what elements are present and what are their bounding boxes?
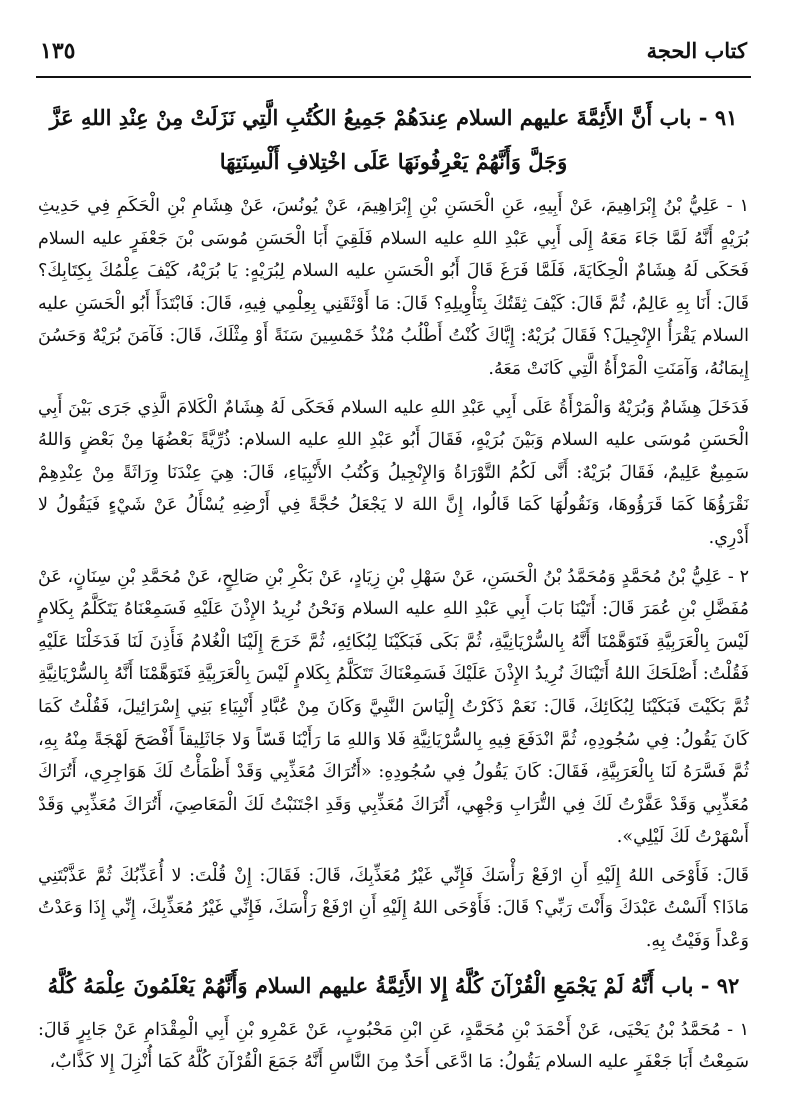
hadith-paragraph: ١ - عَلِيُّ بْنُ إِبْرَاهِيمَ، عَنْ أَبِيهِ، عَنِ الْحَسَنِ بْنِ إِبْرَاهِيمَ، عَنْ يُونُسَ، عَنْ هِشَامِ بْنِ الْحَكَمِ فِي حَدِيثِ بُرَيْهٍ أَنَّهُ لَمَّا جَاءَ مَعَهُ إِلَى أَبِي عَبْدِ اللهِ عليه السلام فَلَقِيَ أَبَا الْحَسَنِ مُوسَى بْنَ جَعْفَرٍ عليه السلام فَحَكَى لَهُ هِشَامٌ الْحِكَايَةَ، فَلَمَّا فَرَغَ قَالَ أَبُو الْحَسَنِ عليه السلام لِبُرَيْهٍ: يَا بُرَيْهُ، كَيْفَ عِلْمُكَ بِكِتَابِكَ؟ قَالَ: أَنَا بِهِ عَالِمٌ، ثُمَّ قَالَ: كَيْفَ ثِقَتُكَ بِتَأْوِيلِهِ؟ قَالَ: مَا أَوْثَقَنِي بِعِلْمِي فِيهِ، قَالَ: فَابْتَدَأَ أَبُو الْحَسَنِ عليه السلام يَقْرَأُ الإِنْجِيلَ؟ فَقَالَ بُرَيْهٌ: إِيَّاكَ كُنْتُ أَطْلُبُ مُنْذُ خَمْسِينَ سَنَةً أَوْ مِثْلَكَ، قَالَ: فَآمَنَ بُرَيْهٌ وَحَسُنَ إِيمَانُهُ، وَآمَنَتِ الْمَرْأَةُ الَّتِي كَانَتْ مَعَهُ.	[38, 196, 749, 379]
hadith-paragraph: ٢ - عَلِيُّ بْنُ مُحَمَّدٍ وَمُحَمَّدُ بْنُ الْحَسَنِ، عَنْ سَهْلِ بْنِ زِيَادٍ، عَنْ بَكْرِ بْنِ صَالِحٍ، عَنْ مُحَمَّدِ بْنِ سِنَانٍ، عَنْ مُفَضَّلِ بْنِ عُمَرَ قَالَ: أَتَيْنَا بَابَ أَبِي عَبْدِ اللهِ عليه السلام وَنَحْنُ نُرِيدُ الإِذْنَ عَلَيْهِ فَسَمِعْنَاهُ يَتَكَلَّمُ بِكَلامٍ لَيْسَ بِالْعَرَبِيَّةِ فَتَوَهَّمْنَا أَنَّهُ بِالسُّرْيَانِيَّةِ، ثُمَّ بَكَى فَبَكَيْنَا لِبُكَائِهِ، ثُمَّ خَرَجَ إِلَيْنَا الْغُلامُ فَأَذِنَ لَنَا فَدَخَلْنَا عَلَيْهِ فَقُلْتُ: أَصْلَحَكَ اللهُ أَتَيْنَاكَ نُرِيدُ الإِذْنَ عَلَيْكَ فَسَمِعْنَاكَ تَتَكَلَّمُ بِكَلامٍ لَيْسَ بِالْعَرَبِيَّةِ فَتَوَهَّمْنَا أَنَّهُ بِالسُّرْيَانِيَّةِ ثُمَّ بَكَيْتَ فَبَكَيْنَا لِبُكَائِكَ، قَالَ: نَعَمْ ذَكَرْتُ إِلْيَاسَ النَّبِيَّ وَكَانَ مِنْ عُبَّادِ أَنْبِيَاءِ بَنِي إِسْرَائِيلَ، فَقُلْتُ كَمَا كَانَ يَقُولُ: فِي سُجُودِهِ، ثُمَّ انْدَفَعَ فِيهِ بِالسُّرْيَانِيَّةِ فَلا وَاللهِ مَا رَأَيْنَا قَسّاً وَلا جَاثَلِيقاً أَفْصَحَ لَهْجَةً مِنْهُ بِهِ، ثُمَّ فَسَّرَهُ لَنَا بِالْعَرَبِيَّةِ، فَقَالَ: كَانَ يَقُولُ فِي سُجُودِهِ: «أَتُرَاكَ مُعَذِّبِي وَقَدْ أَظْمَأْتُ لَكَ هَوَاجِرِي، أَتُرَاكَ مُعَذِّبِي وَقَدْ عَفَّرْتُ لَكَ فِي التُّرَابِ وَجْهِي، أَتُرَاكَ مُعَذِّبِي وَقَدِ اجْتَنَبْتُ لَكَ الْمَعَاصِيَ، أَتُرَاكَ مُعَذِّبِي وَقَدْ أَسْهَرْتُ لَكَ لَيْلِي».	[38, 566, 749, 848]
header-divider	[36, 76, 751, 78]
chapter-heading: ٩١ - باب أَنَّ الأَئِمَّةَ عليهم السلام عِندَهُمْ جَمِيعُ الكُتُبِ الَّتِي نَزَلَتْ مِنْ عِنْدِ اللهِ عَزَّ وَجَلَّ وَأَنَّهُمْ يَعْرِفُونَهَا عَلَى اخْتِلافِ أَلْسِنَتِهَا	[49, 105, 738, 174]
page-header	[40, 36, 747, 76]
page-number: ١٣٥	[40, 38, 76, 64]
hadith-paragraph: فَدَخَلَ هِشَامٌ وَبُرَيْهٌ وَالْمَرْأَةُ عَلَى أَبِي عَبْدِ اللهِ عليه السلام فَحَكَى لَهُ هِشَامٌ الْكَلامَ الَّذِي جَرَى بَيْنَ أَبِي الْحَسَنِ مُوسَى عليه السلام وَبَيْنَ بُرَيْهٍ، فَقَالَ أَبُو عَبْدِ اللهِ عليه السلام: ذُرِّيَّةً بَعْضُهَا مِنْ بَعْضٍ وَاللهُ سَمِيعٌ عَلِيمٌ، فَقَالَ بُرَيْهٌ: أَنَّى لَكُمُ التَّوْرَاةُ وَالإِنْجِيلُ وَكُتُبُ الأَنْبِيَاءِ، قَالَ: هِيَ عِنْدَنَا وِرَاثَةً مِنْ عِنْدِهِمْ نَقْرَؤُهَا كَمَا قَرَؤُوهَا، وَنَقُولُهَا كَمَا قَالُوا، إِنَّ اللهَ لا يَجْعَلُ حُجَّةً فِي أَرْضِهِ يُسْأَلُ عَنْ شَيْءٍ فَيَقُولُ لا أَدْرِي.	[38, 397, 749, 548]
hadith-paragraph: ١ - مُحَمَّدُ بْنُ يَحْيَى، عَنْ أَحْمَدَ بْنِ مُحَمَّدٍ، عَنِ ابْنِ مَحْبُوبٍ، عَنْ عَمْرِو بْنِ أَبِي الْمِقْدَامِ عَنْ جَابِرٍ قَالَ: سَمِعْتُ أَبَا جَعْفَرٍ عليه السلام يَقُولُ: مَا ادَّعَى أَحَدٌ مِنَ النَّاسِ أَنَّهُ جَمَعَ الْقُرْآنَ كُلَّهُ كَمَا أُنْزِلَ إِلا كَذَّابٌ،	[38, 1019, 749, 1073]
chapter-heading: ٩٢ - باب أَنَّهُ لَمْ يَجْمَعِ الْقُرْآنَ كُلَّهُ إِلا الأَئِمَّةُ عليهم السلام وَأَنَّهُمْ يَعْلَمُونَ عِلْمَهُ كُلَّهُ	[47, 972, 740, 998]
hadith-paragraph: قَالَ: فَأَوْحَى اللهُ إِلَيْهِ أَنِ ارْفَعْ رَأْسَكَ فَإِنِّي غَيْرُ مُعَذِّبِكَ، قَالَ: فَقَالَ: إِنْ قُلْتَ: لا أُعَذِّبُكَ ثُمَّ عَذَّبْتَنِي مَاذَا؟ أَلَسْتُ عَبْدَكَ وَأَنْتَ رَبِّي؟ قَالَ: فَأَوْحَى اللهُ إِلَيْهِ أَنِ ارْفَعْ رَأْسَكَ، فَإِنِّي غَيْرُ مُعَذِّبِكَ، إِنِّي إِذَا وَعَدْتُ وَعْداً وَفَيْتُ بِهِ.	[38, 865, 749, 952]
page-body	[38, 96, 749, 1085]
book-title: كتاب الحجة	[646, 38, 747, 63]
